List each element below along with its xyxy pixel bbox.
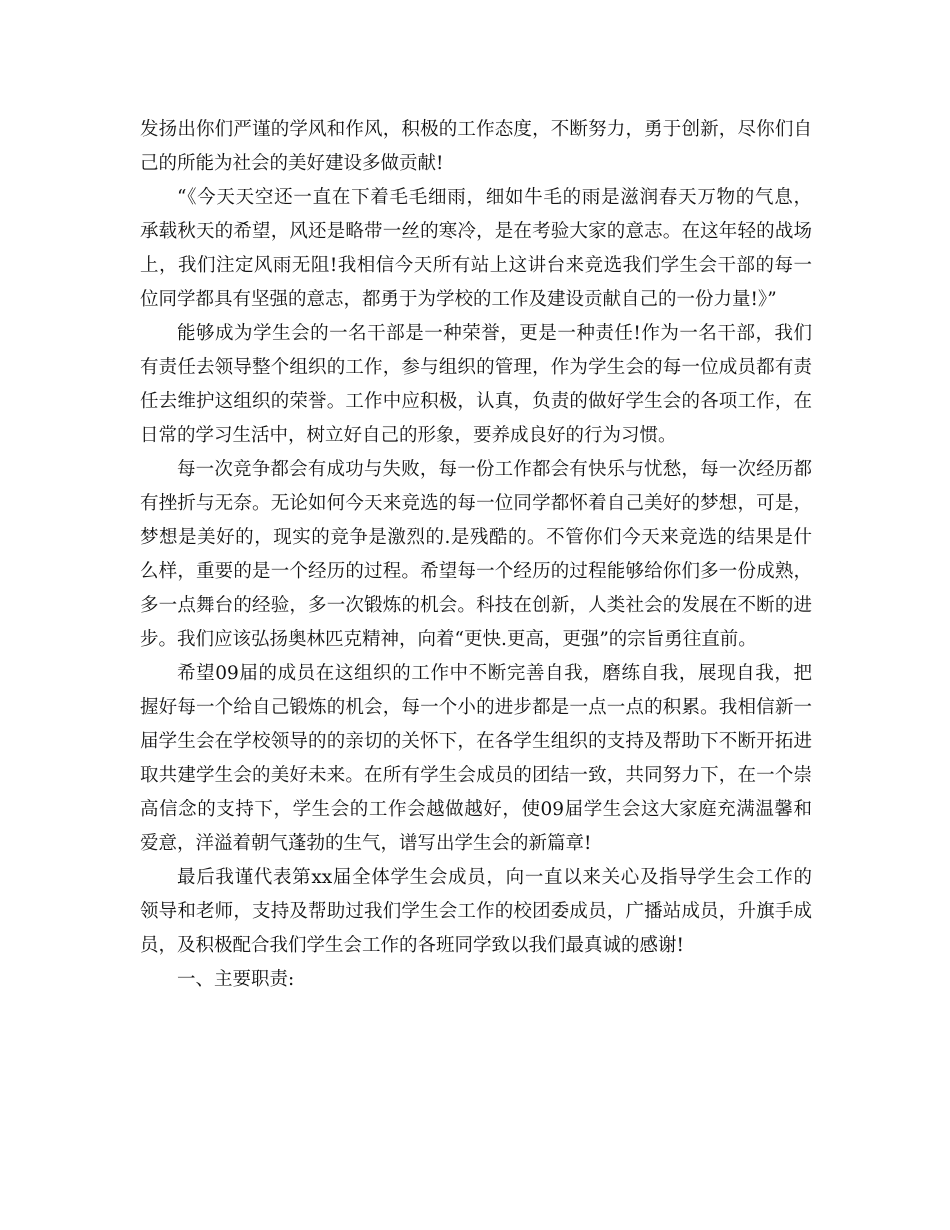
paragraph-line: 员，及积极配合我们学生会工作的各班同学致以我们最真诚的感谢! xyxy=(140,935,684,956)
paragraph-line: 能够成为学生会的一名干部是一种荣誉，更是一种责任!作为一名干部，我们 xyxy=(177,323,812,344)
paragraph-line: 每一次竞争都会有成功与失败，每一份工作都会有快乐与忧愁，每一次经历都 xyxy=(177,459,812,480)
paragraph-line: 梦想是美好的，现实的竞争是激烈的.是残酷的。不管你们今天来竞选的结果是什 xyxy=(140,527,812,548)
text-line: 己的所能为社会的美好建设多做贡献! xyxy=(140,153,444,174)
paragraph-line: 任去维护这组织的荣誉。工作中应积极，认真，负责的做好学生会的各项工作，在 xyxy=(140,391,812,412)
paragraph-line: 有责任去领导整个组织的工作，参与组织的管理，作为学生会的每一位成员都有责 xyxy=(140,357,812,378)
text-line: 发扬出你们严谨的学风和作风，积极的工作态度，不断努力，勇于创新，尽你们自 xyxy=(140,119,812,140)
paragraph-line: 步。我们应该弘扬奥林匹克精神，向着“更快.更高，更强”的宗旨勇往直前。 xyxy=(140,629,757,650)
paragraph-line: 最后我谨代表第xx届全体学生会成员，向一直以来关心及指导学生会工作的 xyxy=(177,867,812,888)
section-heading: 一、主要职责: xyxy=(177,969,295,990)
paragraph-line: 取共建学生会的美好未来。在所有学生会成员的团结一致，共同努力下，在一个崇 xyxy=(140,765,812,786)
quote-paragraph-line: “《今天天空还一直在下着毛毛细雨，细如牛毛的雨是滋润春天万物的气息， xyxy=(177,187,812,208)
paragraph-line: 多一点舞台的经验，多一次锻炼的机会。科技在创新，人类社会的发展在不断的进 xyxy=(140,595,812,616)
paragraph-line: 么样，重要的是一个经历的过程。希望每一个经历的过程能够给你们多一份成熟， xyxy=(140,561,812,582)
paragraph-line: 爱意，洋溢着朝气蓬勃的生气，谱写出学生会的新篇章! xyxy=(140,833,592,854)
paragraph-line: 日常的学习生活中，树立好自己的形象，要养成良好的行为习惯。 xyxy=(140,425,677,446)
paragraph-line: 希望09届的成员在这组织的工作中不断完善自我，磨练自我，展现自我，把 xyxy=(177,663,812,684)
quote-paragraph-line: 上，我们注定风雨无阻!我相信今天所有站上这讲台来竞选我们学生会干部的每一 xyxy=(140,255,812,276)
paragraph-line: 届学生会在学校领导的的亲切的关怀下，在各学生组织的支持及帮助下不断开拓进 xyxy=(140,731,812,752)
paragraph-line: 握好每一个给自己锻炼的机会，每一个小的进步都是一点一点的积累。我相信新一 xyxy=(140,697,812,718)
document-body xyxy=(140,113,812,997)
paragraph-line: 领导和老师，支持及帮助过我们学生会工作的校团委成员，广播站成员，升旗手成 xyxy=(140,901,812,922)
paragraph-line: 高信念的支持下，学生会的工作会越做越好，使09届学生会这大家庭充满温馨和 xyxy=(140,799,812,820)
paragraph-line: 有挫折与无奈。无论如何今天来竞选的每一位同学都怀着自己美好的梦想，可是， xyxy=(140,493,812,514)
quote-paragraph-line: 位同学都具有坚强的意志，都勇于为学校的工作及建设贡献自己的一份力量!》” xyxy=(140,289,777,310)
quote-paragraph-line: 承载秋天的希望，风还是略带一丝的寒冷，是在考验大家的意志。在这年轻的战场 xyxy=(140,221,812,242)
